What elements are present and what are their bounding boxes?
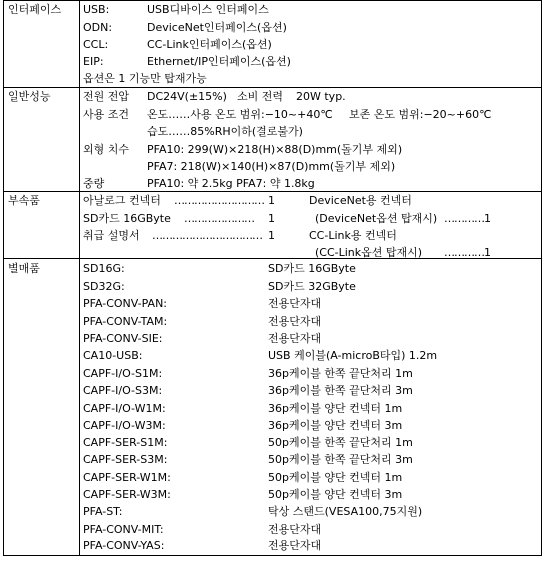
humidity-range: 습도……85%RH이하(결로불가) <box>147 125 303 138</box>
row-divider <box>4 87 541 88</box>
option-model: PFA-CONV-MIT: <box>83 523 164 536</box>
option-model: PFA-CONV-YAS: <box>83 539 165 552</box>
cclink-option-note: (CC-Link옵션 탑재시) <box>315 246 423 259</box>
general-header: 일반성능 <box>8 90 51 103</box>
option-desc: SD카드 16GByte <box>268 262 356 275</box>
devicenet-connector: DeviceNet용 컨넥터 <box>309 194 412 207</box>
weight-value: PFA10: 약 2.5kg PFA7: 약 1.8kg <box>147 177 315 190</box>
option-model: CAPF-I/O-S1M: <box>83 367 163 380</box>
option-model: CAPF-I/O-W3M: <box>83 419 166 432</box>
accessory-qty: 1 <box>268 194 275 207</box>
option-desc: 36p케이블 양단 컨넥터 1m <box>268 402 403 415</box>
option-desc: 전용단자대 <box>268 539 322 552</box>
option-model: CAPF-SER-S1M: <box>83 436 168 449</box>
option-desc: 50p케이블 한쪽 끝단처리 3m <box>268 453 413 466</box>
option-desc: 50p케이블 양단 컨넥터 3m <box>268 488 403 501</box>
option-model: CAPF-I/O-S3M: <box>83 384 163 397</box>
temperature-range: 온도……사용 온도 범위:−10~+40℃ <box>147 108 333 121</box>
consumption-label: 소비 전력 <box>237 90 284 103</box>
accessory-qty: 1 <box>484 212 491 225</box>
cclink-connector: CC-Link용 컨넥터 <box>309 229 397 242</box>
leader-dots: ………… <box>444 246 484 259</box>
option-model: CAPF-SER-W3M: <box>83 488 171 501</box>
option-desc: 전용단자대 <box>268 297 322 310</box>
accessories-header: 부속품 <box>8 194 40 207</box>
option-model: CAPF-SER-S3M: <box>83 453 168 466</box>
weight-label: 중량 <box>83 177 105 190</box>
option-desc: 50p케이블 양단 컨넥터 1m <box>268 471 403 484</box>
dimensions-label: 외형 치수 <box>83 143 130 156</box>
option-model: SD32G: <box>83 280 125 293</box>
option-model: SD16G: <box>83 262 125 275</box>
leader-dots: ……………………… <box>174 194 264 207</box>
dimensions-pfa7: PFA7: 218(W)×140(H)×87(D)mm(돌기부 제외) <box>147 160 396 173</box>
option-desc: 36p케이블 양단 컨넥터 3m <box>268 419 403 432</box>
interface-value: CC-Link인터페이스(옵션) <box>147 38 272 51</box>
leader-dots: …………………………… <box>152 229 262 242</box>
option-desc: 전용단자대 <box>268 523 322 536</box>
option-model: CAPF-I/O-W1M: <box>83 402 166 415</box>
row-divider <box>4 191 541 192</box>
leader-dots: ………………… <box>184 212 254 225</box>
options-header: 별매품 <box>8 262 40 275</box>
option-model: PFA-ST: <box>83 505 123 518</box>
power-value: DC24V(±15%) <box>147 90 227 103</box>
env-label: 사용 조건 <box>83 108 130 121</box>
accessory-name: 아날로그 컨넥터 <box>83 194 161 207</box>
interface-value: DeviceNet인터페이스(옵션) <box>147 21 287 34</box>
option-desc: 36p케이블 한쪽 끝단처리 3m <box>268 384 413 397</box>
option-model: CAPF-SER-W1M: <box>83 471 171 484</box>
option-desc: 전용단자대 <box>268 332 322 345</box>
interface-value: Ethernet/IP인터페이스(옵션) <box>147 55 291 68</box>
option-model: CA10-USB: <box>83 349 143 362</box>
interface-header: 인터페이스 <box>8 3 62 16</box>
dimensions-pfa10: PFA10: 299(W)×218(H)×88(D)mm(돌기부 제외) <box>147 143 403 156</box>
option-desc: 탁상 스탠드(VESA100,75지원) <box>268 505 423 518</box>
option-desc: USB 케이블(A-microB타입) 1.2m <box>268 349 438 362</box>
option-desc: 36p케이블 한쪽 끝단처리 1m <box>268 367 413 380</box>
option-model: PFA-CONV-TAM: <box>83 315 168 328</box>
option-desc: SD카드 32GByte <box>268 280 356 293</box>
interface-key: EIP: <box>83 55 104 68</box>
option-desc: 50p케이블 한쪽 끝단처리 1m <box>268 436 413 449</box>
leader-dots: ………… <box>444 212 484 225</box>
interface-note: 옵션은 1 기능만 탑재가능 <box>83 72 207 85</box>
column-divider <box>79 1 80 555</box>
consumption-value: 20W typ. <box>296 90 346 103</box>
power-label: 전원 전압 <box>83 90 130 103</box>
interface-key: ODN: <box>83 21 113 34</box>
option-desc: 전용단자대 <box>268 315 322 328</box>
interface-key: USB: <box>83 3 110 16</box>
option-model: PFA-CONV-SIE: <box>83 332 163 345</box>
accessory-name: 취급 설명서 <box>83 229 140 242</box>
storage-temperature-range: 보존 온도 범위:−20~+60℃ <box>349 108 492 121</box>
accessory-qty: 1 <box>268 229 275 242</box>
accessory-name: SD카드 16GByte <box>83 212 171 225</box>
interface-key: CCL: <box>83 38 109 51</box>
devicenet-option-note: (DeviceNet옵션 탑재시) <box>315 212 438 225</box>
interface-value: USB디바이스 인터페이스 <box>147 3 269 16</box>
spec-table <box>3 0 542 556</box>
accessory-qty: 1 <box>268 212 275 225</box>
accessory-qty: 1 <box>484 246 491 259</box>
option-model: PFA-CONV-PAN: <box>83 297 168 310</box>
